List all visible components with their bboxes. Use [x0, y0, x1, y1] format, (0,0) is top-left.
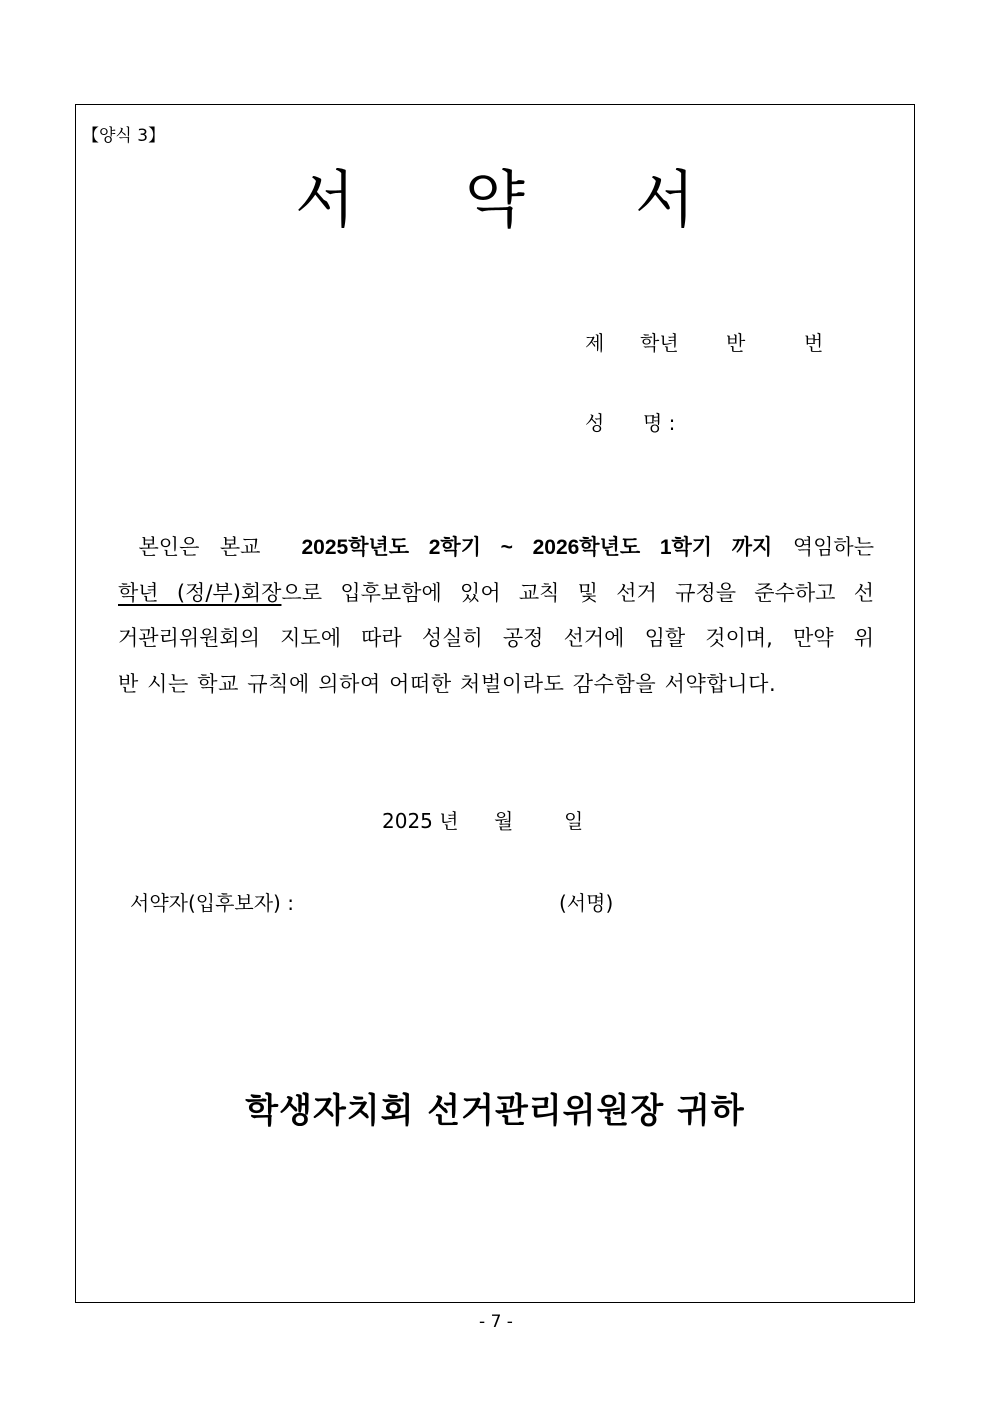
title-char-1: 서: [295, 163, 356, 236]
name-label-1: 성: [585, 411, 605, 435]
signature-mark: (서명): [559, 891, 614, 915]
pledge-line-1-end: 역임하는: [792, 535, 874, 559]
pledge-line-1-start: 본인은 본교: [138, 535, 261, 559]
page-number: - 7 -: [479, 1312, 513, 1332]
pledge-line-2-rest: 으로 입후보함에 있어 교칙 및 선거 규정을 준수하고 선: [281, 580, 874, 605]
date-month: 월: [494, 809, 514, 833]
number-label: 번: [804, 331, 824, 355]
pledge-line-2: [118, 571, 874, 617]
pledge-body: [118, 525, 874, 707]
grade-label: 학년: [640, 331, 679, 355]
date-year: 2025 년: [382, 809, 459, 833]
pledge-line-4: 반 시는 학교 규칙에 의하여 어떠한 처벌이라도 감수함을 서약합니다.: [118, 671, 777, 696]
position-blank: 학년 (정/부)회장: [118, 580, 282, 605]
grade-prefix: 제: [585, 331, 605, 355]
addressee: 학생자치회 선거관리위원장 귀하: [245, 1091, 745, 1131]
name-line: [585, 407, 675, 436]
grade-class-number-line: [585, 327, 823, 356]
pledge-line-3: 거관리위원회의 지도에 따라 성실히 공정 선거에 임할 것이며, 만약 위: [118, 626, 874, 650]
date-line: [382, 805, 583, 834]
title-char-3: 서: [634, 163, 695, 236]
term-period: 2025학년도 2학기 ~ 2026학년도 1학기 까지: [301, 536, 773, 559]
date-day: 일: [564, 809, 584, 833]
pledge-line-1: [118, 525, 874, 571]
document-title: [76, 150, 914, 239]
title-char-2: 약: [465, 163, 525, 236]
form-label: 【양식 3】: [82, 126, 166, 146]
signer-label: 서약자(입후보자) :: [130, 891, 294, 915]
name-label-2: 명 :: [643, 411, 676, 435]
class-label: 반: [726, 331, 746, 355]
form-frame: [75, 104, 915, 1303]
